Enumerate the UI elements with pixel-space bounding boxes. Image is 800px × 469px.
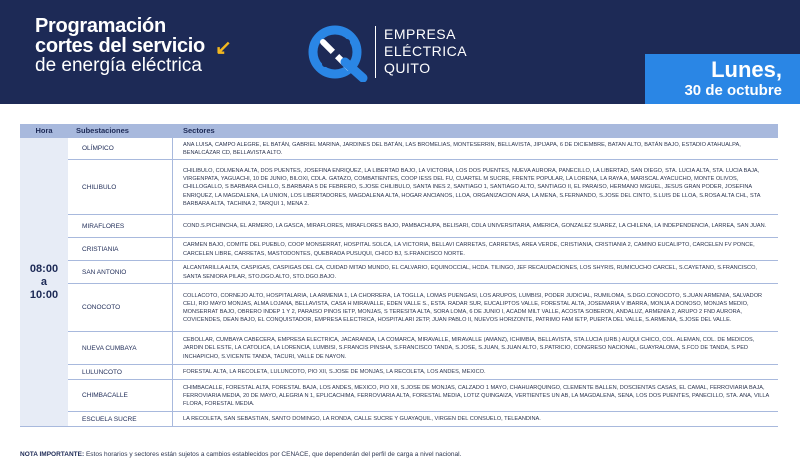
date-day: Lunes,: [711, 57, 782, 82]
substation-name: CHIMBACALLE: [68, 380, 173, 411]
date-text: 30 de octubre: [684, 82, 782, 99]
substation-name: NUEVA CUMBAYA: [68, 332, 173, 364]
date-badge: [645, 54, 800, 104]
table-header: [20, 124, 778, 138]
table-row: [68, 380, 778, 412]
sectors-list: COLLACOTO, CORNEJO ALTO, HOSPITALARIA, LA ARMENIA 1, LA CHORRERA, LA TOGLLA, LOMAS PUENGASI, LOS ARUPOS, LUMBISI, PODER JUDICIAL, RUMILOMA, S.DGO.CONOCOTO, S.JUAN ARMENIA, SALVADOR CELI, RIO MAYO MONJAS, ALMA LOJANA, BELLAVISTA, CASA H MIRAVALLE, EDEN VALLE S., ESTA. RADAR SUR, EUCALIPTOS VALLE, FORESTAL ALTA, JOSEMARIA V IBARRA, MONJA A DONOSO, MONJAS MEDIO, MONSERRAT BAJO, OBRERO INDEP 1 Y 2, PARAISO PINOS IETP, MONJAS, S TERESITA ALTA, SORA LOMA, 6 DE JUNIO I, ACADM MILT VALLE, ACOSTA SOBERON, ANDALUZ, ARMENIA 2, ARUPO 2 FND AURORA, COVICENDES, DEAN BAJO, EL CONQUISTADOR, EMPRESA ELECTRICA, HOSPITALARI 2ETP, JUAN PABLO II, NUEVOS HORIZONTE, PATRIMO FAM IETP, PUERTA DEL VALLE, S.ARMENIA, S.JOSE DEL VALLE.: [183, 292, 763, 324]
time-end: 10:00: [29, 288, 59, 301]
substation-name: CONOCOTO: [68, 284, 173, 331]
table-row: [68, 215, 778, 238]
company-line-3: QUITO: [384, 60, 431, 76]
sectors-list: FORESTAL ALTA, LA RECOLETA, LULUNCOTO, PIO XII, S.JOSE DE MONJAS, LA RECOLETA, LOS ANDES, MEXICO.: [183, 369, 486, 376]
substation-name: LULUNCOTO: [68, 365, 173, 379]
footnote-text: Estos horarios y sectores están sujetos a cambios establecidos por CENACE, que dependerán del perfil de carga a nivel nacional.: [85, 451, 462, 458]
time-range: [20, 138, 68, 427]
table-row: [68, 284, 778, 332]
time-start: 08:00: [29, 262, 59, 275]
substation-name: SAN ANTONIO: [68, 261, 173, 283]
header-banner: [0, 0, 800, 104]
company-name: [384, 26, 467, 77]
sectors-list: CARMEN BAJO, COMITE DEL PUEBLO, COOP MONSERRAT, HOSPITAL SOLCA, LA VICTORIA, BELLAVI CARRETAS, CARRETAS, AREA VERDE, CRISTIANIA, CRISTIANIA 2, CAMINO EUCALIPTO, CARCELEN FV PONCE, CARCELEN LIBRE, CARRETAS, MASTODONTES, QUEBRADA PUSUQUI, CHICO BJ, S.FRANCISCO NORTE.: [183, 242, 755, 257]
header-hora: Hora: [35, 126, 53, 135]
page-title: [35, 15, 232, 76]
company-line-1: EMPRESA: [384, 26, 456, 42]
time-separator: a: [40, 275, 48, 288]
table-row: [68, 238, 778, 261]
table-row: [68, 412, 778, 427]
table-body: [20, 138, 778, 427]
substation-name: CHILIBULO: [68, 160, 173, 214]
logo-divider: [375, 26, 376, 78]
table-row: [68, 365, 778, 380]
table-row: [68, 138, 778, 160]
title-line-2: cortes del servicio: [35, 35, 205, 57]
title-line-3: de energía eléctrica: [35, 55, 202, 76]
company-logo: [305, 24, 371, 82]
table-row: [68, 261, 778, 284]
lightning-icon: ↙: [215, 37, 232, 59]
sectors-list: COND.S.PICHINCHA, EL ARMERO, LA GASCA, MIRAFLORES, MIRAFLORES BAJO, PAMBACHUPA, BELISARI, CDLA UNIVERSITARIA, AMERICA, GONZALEZ SUAREZ, LA CHILENA, LA INDEPENDENCIA, LARREA, SAN JUAN.: [183, 223, 767, 230]
sectors-list: ALCANTARILLA ALTA, CASPIGAS, CASPIGAS DEL CA, CUIDAD MITAD MUNDO, EL CALVARIO, EQUINOCCIAL, HCDA. TILINGO, JEF RECAUDACIONES, LOS SHYRIS, RUMICUCHO CARCEL, S.CAYETANO, S.FRANCISCO, SANTA SENIORA PILAR, STO.DGO.ALTO, STO.DGO.BAJO.: [183, 265, 757, 280]
substation-name: MIRAFLORES: [68, 215, 173, 237]
substation-name: OLÍMPICO: [68, 138, 173, 159]
footnote: [20, 451, 461, 458]
substation-name: ESCUELA SUCRE: [68, 412, 173, 426]
table-row: [68, 332, 778, 365]
table-row: [68, 160, 778, 215]
title-line-1: Programación: [35, 15, 166, 37]
header-sectores: Sectores: [183, 126, 215, 135]
rows-container: [68, 138, 778, 427]
sectors-list: ANA LUISA, CAMPO ALEGRE, EL BATÁN, GABRIEL MARINA, JARDINES DEL BATÁN, LAS BROMELIAS, MONTESERRIN, BELLAVISTA, JIPIJAPA, 6 DE DICIEMBRE, BATAN ALTO, BATÁN BAJO, ESTADIO ATAHUALPA, BENALCÁZAR CD, BELLAVISTA ALTO.: [183, 141, 741, 156]
sectors-list: CHIMBACALLE, FORESTAL ALTA, FORESTAL BAJA, LOS ANDES, MEXICO, PIO XII, S.JOSE DE MONJAS, CALZADO 1 MAYO, CHAHUARQUINGO, CLEMENTE BALLEN, DOSCIENTAS CASAS, EL CAMAL, FERROVIARIA BAJA, FERROVIARIA MEDIA, 20 DE MAYO, ALEGRIA N 1, EPLICACHIMA, FERROVIARIA ALTA, FORESTAL MEDIA, LOTIZ QUINGAIZA, VERTIENTES UN AB, LA MAGDALENA, SENA, LOS DOS PUENTES, PANECILLO, STA. ANA, VILLA FLORA, FORESTAL MEDIA.: [183, 384, 769, 408]
company-line-2: ELÉCTRICA: [384, 43, 468, 59]
substation-name: CRISTIANIA: [68, 238, 173, 260]
sectors-list: CHILIBULO, COLMENA ALTA, DOS PUENTES, JOSEFINA ENRIQUEZ, LA LIBERTAD BAJO, LA VICTORIA, LOS DOS PUENTES, NUEVA AURORA, PANECILLO, LA LIBERTAD, SAN DIEGO, STA. LUCIA ALTA, STA. LUCIA BAJA, VIRGENPATA, YAGUACHI, 10 DE JUNIO, BILOXI, CDLA. GATAZO, COMBATIENTES, COOP IESS DEL FU, CUARTEL M SUCRE, FRENTE POPULAR, LA LORENA, LA RAYA A, MARISCAL AYACUCHO, MONTE OLIVOS, CHILLOGALLO, S BARBARA CHILLO, S.BARBARA 5 DE FEBRERO, S.JOSE CHILIBULO, SANTA INES 2, SANTIAGO 1, SANTIAGO ALTO, SANTIAGO II, EL PARAISO, HERMANO MIGUEL, JESUS GRAN PODER, JOSEFINA ENRIQUEZ, LA MAGDALENA, LA UNION, LOS LIBERTADORES, MAGDALENA ALTA, HOGAR ANCIANOS, LLOA, ORGANIZACION ARA, LA MENA, S.FERNANDO, S.JOSE DEL CINTO, S.LUIS DE LLOA, S.ROSA ALTA CHL, STA BARBARA ALTA, TACHINA 2, TARQUI 1, MENA 2.: [183, 167, 761, 207]
schedule-table: [20, 124, 778, 427]
sectors-list: CEBOLLAR, CUMBAYA CABECERA, EMPRESA ELECTRICA, JACARANDA, LA COMARCA, MIRAVALLE, MIRAVALLE (AMANZ), ICHIMBIA, BELLAVISTA, STA.LUCIA (URB.) AUQUI CHICO, COL. ALEMAN, COL. DE MEDICOS, JARDIN DEL ESTE, LA CATOLICA, LA LORENCIA, LUMBISI, S.FRANCIS PINSHA, S.FRANCISCO TANDA, S.JOSE, S.JUAN, S.JUAN ALTO, S.PATRICIO, CONGRESO NACIONAL, GUAYRALOMA, S.FCO DE TANDA, S.PED INCHAPICHO, S.VICENTE TANDA, TACURI, VALLE DE NAYON.: [183, 337, 755, 360]
footnote-label: NOTA IMPORTANTE:: [20, 451, 85, 458]
header-subestaciones: Subestaciones: [76, 126, 129, 135]
sectors-list: LA RECOLETA, SAN SEBASTIAN, SANTO DOMINGO, LA RONDA, CALLE SUCRE Y GUAYAQUIL, VIRGEN DEL CONSUELO, TELEANDINA.: [183, 416, 541, 423]
